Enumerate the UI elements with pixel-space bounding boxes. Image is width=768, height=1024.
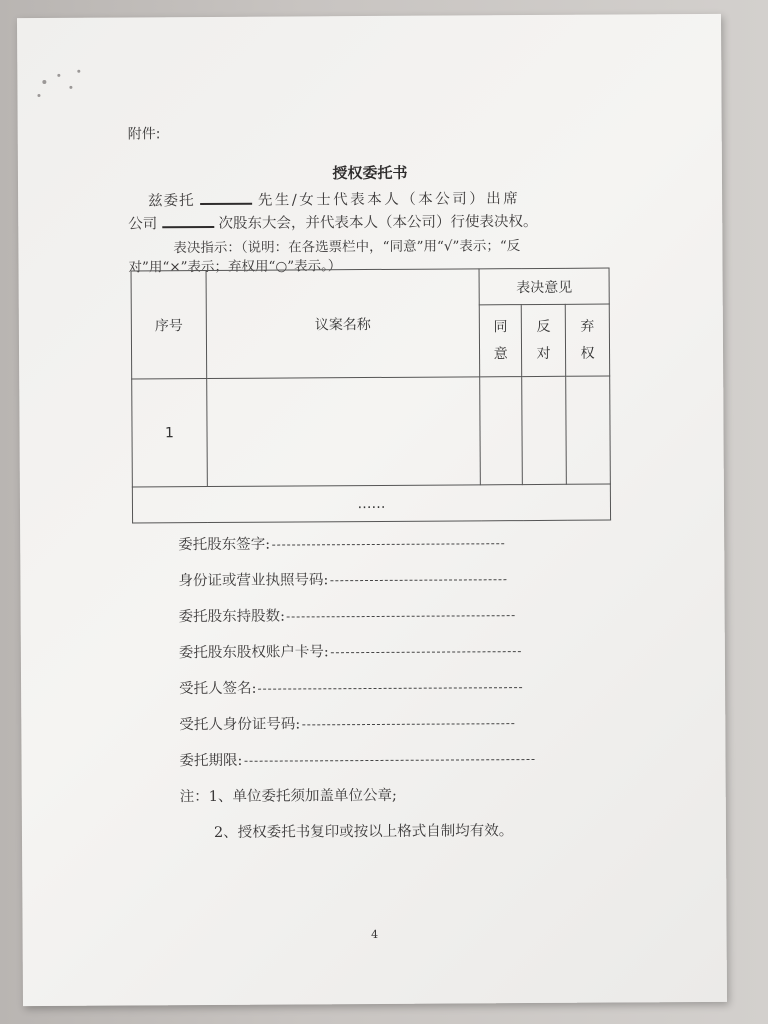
proxy-id-line	[302, 722, 514, 725]
intro-line-1	[148, 187, 520, 210]
ellipsis-row: ……	[132, 484, 610, 523]
oppose-cell	[522, 376, 567, 484]
validity-period-line	[244, 758, 534, 762]
header-agree: 同 意	[479, 305, 521, 377]
row-index: 1	[132, 379, 208, 487]
intro-prefix: 兹委托	[148, 193, 195, 210]
row-proposal-name	[207, 377, 481, 487]
intro-suffix: 先生/女士代表本人（本公司）出席	[257, 191, 521, 209]
id-number-line	[330, 578, 506, 581]
attachment-label: 附件:	[127, 126, 161, 143]
abstain-cell	[566, 376, 611, 484]
header-index: 序号	[131, 271, 207, 379]
header-oppose: 反 对	[521, 304, 565, 376]
note-1: 注：1、单位委托须加盖单位公章;	[179, 787, 397, 806]
proxy-name-blank	[200, 191, 252, 205]
note-2: 2、授权委托书复印或按以上格式自制均有效。	[213, 823, 514, 841]
field-shareholding: 委托股东持股数:	[179, 603, 516, 626]
header-abstain: 弃 权	[565, 304, 609, 376]
field-id-number: 身份证或营业执照号码:	[178, 567, 506, 590]
intro-line-2	[128, 210, 537, 233]
instruction-line-2: 对”用“×”表示；弃权用“○”表示。）	[128, 258, 342, 276]
field-shareholder-signature: 委托股东签字:	[178, 531, 504, 554]
proxy-signature-line	[258, 686, 522, 690]
signature-line	[272, 542, 504, 545]
account-number-line	[331, 650, 521, 653]
punch-marks	[17, 14, 721, 18]
field-account-number: 委托股东股权账户卡号:	[179, 639, 521, 662]
field-proxy-id: 受托人身份证号码:	[179, 711, 514, 734]
agree-cell	[480, 377, 523, 485]
shareholding-line	[287, 614, 515, 617]
instruction-line-1: 表决指示：（说明：在各选票栏中，“同意”用“√”表示；“反	[173, 238, 521, 257]
voting-table	[131, 268, 612, 524]
field-validity-period: 委托期限:	[179, 747, 534, 770]
document-page	[17, 14, 727, 1006]
header-proposal-name: 议案名称	[206, 269, 480, 379]
header-voting-opinion: 表决意见	[479, 268, 609, 305]
table-row	[132, 376, 611, 487]
intro-company: 公司	[128, 216, 158, 233]
intro-meeting: 次股东大会，并代表本人（本公司）行使表决权。	[218, 213, 538, 232]
field-proxy-signature: 受托人签名:	[179, 675, 523, 698]
page-number: 4	[371, 927, 379, 942]
document-title: 授权委托书	[332, 163, 408, 183]
meeting-number-blank	[162, 214, 214, 228]
